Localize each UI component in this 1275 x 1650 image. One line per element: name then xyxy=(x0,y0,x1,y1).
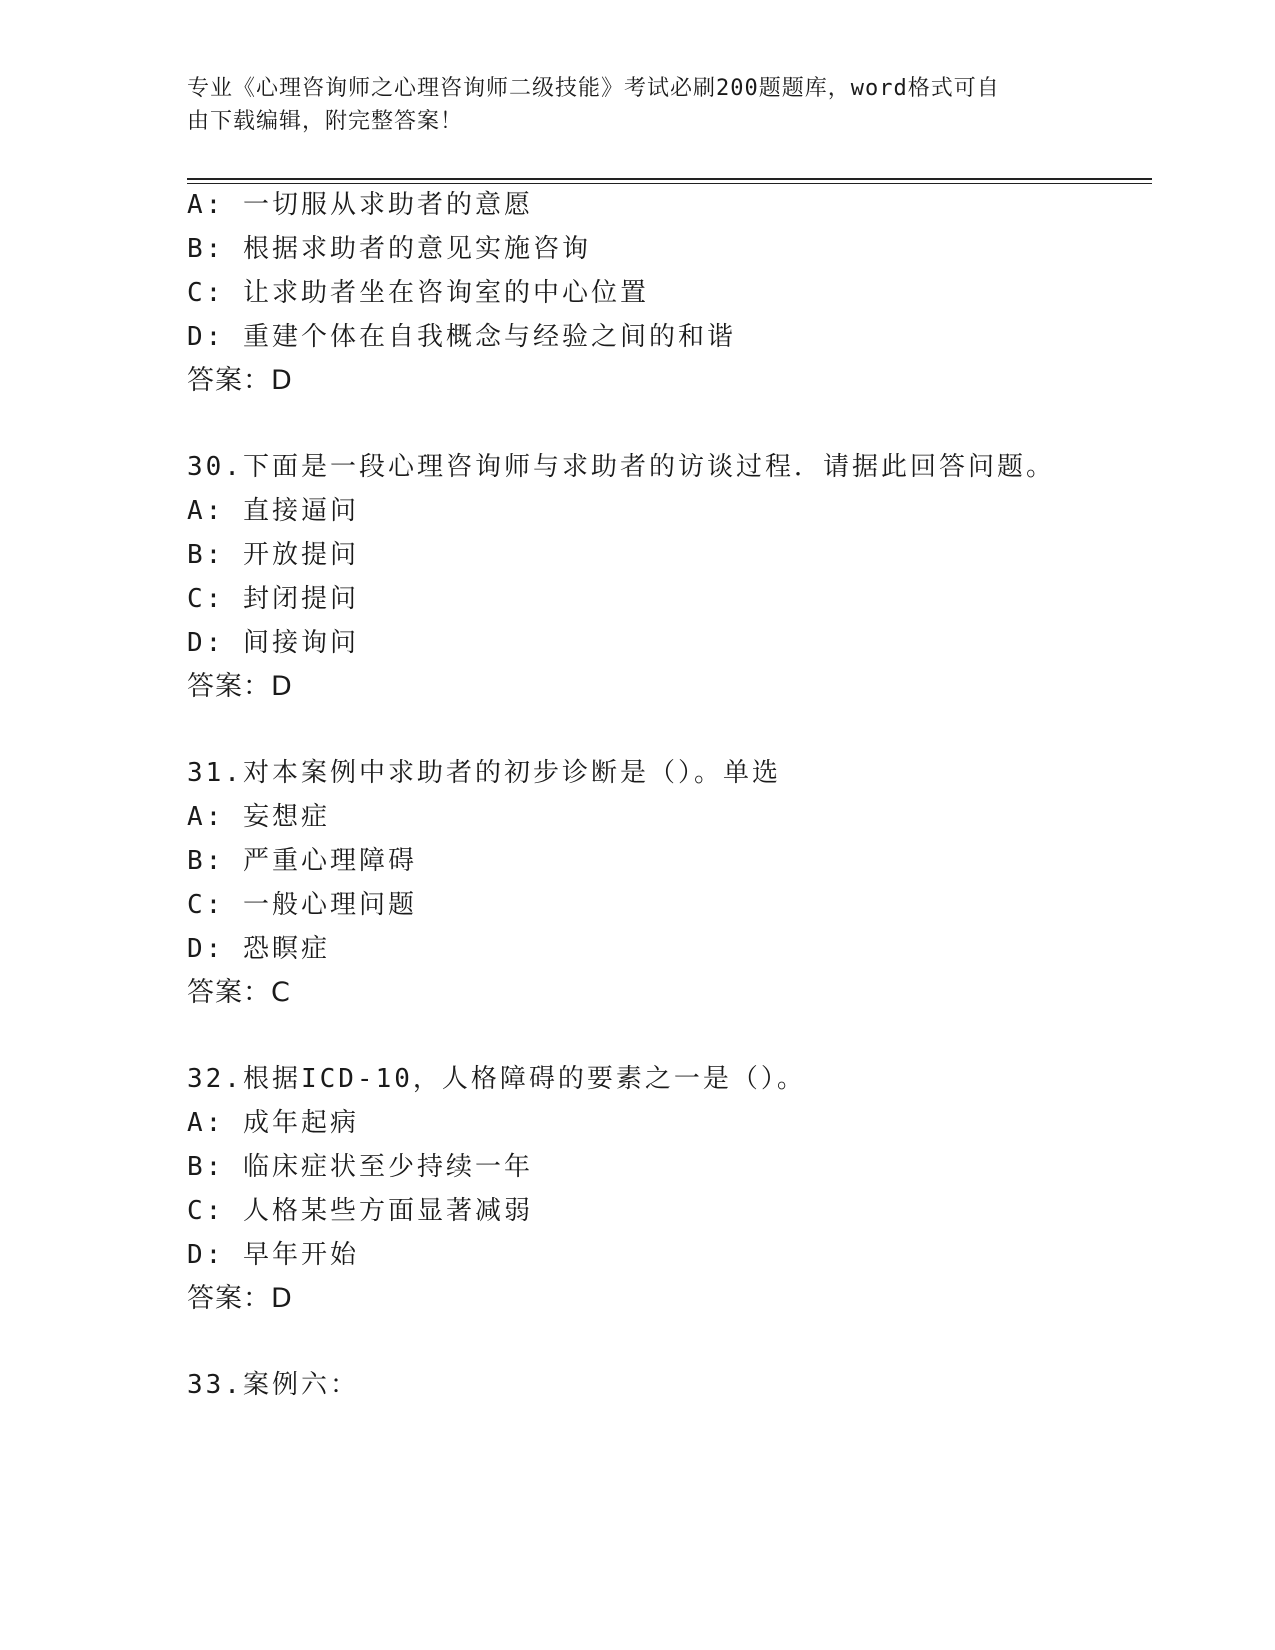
header-line-1: 专业《心理咨询师之心理咨询师二级技能》考试必刷200题题库，word格式可自 xyxy=(187,76,1000,101)
option-d: D: 重建个体在自我概念与经验之间的和谐 xyxy=(187,322,736,352)
option-c: C: 让求助者坐在咨询室的中心位置 xyxy=(187,278,649,308)
header-divider-thin xyxy=(187,183,1152,184)
question-stem: 32.根据ICD-10，人格障碍的要素之一是（）。 xyxy=(187,1064,806,1094)
option-a: A: 妄想症 xyxy=(187,802,330,832)
option-d: D: 早年开始 xyxy=(187,1240,359,1270)
option-b: B: 开放提问 xyxy=(187,540,359,570)
option-b: B: 根据求助者的意见实施咨询 xyxy=(187,234,591,264)
option-d: D: 间接询问 xyxy=(187,628,359,658)
question-stem: 33.案例六： xyxy=(187,1370,359,1400)
answer-label: 答案：D xyxy=(187,365,293,396)
question-stem: 31.对本案例中求助者的初步诊断是（）。单选 xyxy=(187,758,781,788)
option-b: B: 临床症状至少持续一年 xyxy=(187,1152,533,1182)
answer-label: 答案：D xyxy=(187,671,293,702)
option-a: A: 一切服从求助者的意愿 xyxy=(187,190,533,220)
document-header xyxy=(187,72,1067,138)
option-d: D: 恐瞑症 xyxy=(187,934,330,964)
option-a: A: 成年起病 xyxy=(187,1108,359,1138)
option-a: A: 直接逼问 xyxy=(187,496,359,526)
option-c: C: 人格某些方面显著减弱 xyxy=(187,1196,533,1226)
header-divider-thick xyxy=(187,178,1152,180)
option-b: B: 严重心理障碍 xyxy=(187,846,417,876)
option-c: C: 一般心理问题 xyxy=(187,890,417,920)
question-stem: 30.下面是一段心理咨询师与求助者的访谈过程．请据此回答问题。 xyxy=(187,452,1055,482)
header-line-2: 由下载编辑，附完整答案！ xyxy=(187,109,464,134)
option-c: C: 封闭提问 xyxy=(187,584,359,614)
answer-label: 答案：D xyxy=(187,1283,293,1314)
answer-label: 答案：C xyxy=(187,977,291,1008)
